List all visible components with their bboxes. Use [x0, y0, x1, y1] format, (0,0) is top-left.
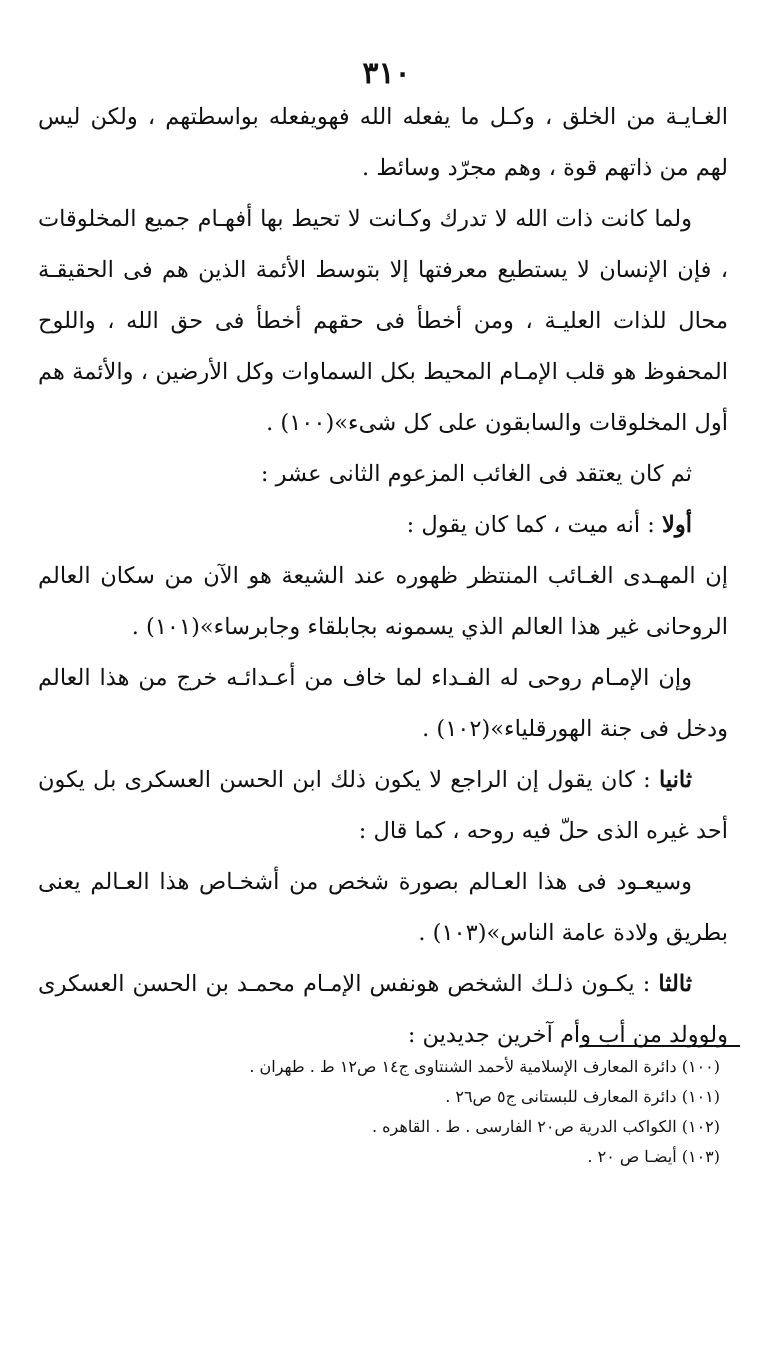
paragraph-1: الغـايـة من الخلق ، وكـل ما يفعله الله فهويفعله بواسطتهم ، ولكن ليس لهم من ذاتهم قوة ، وهم مجرّد وسائط .: [38, 104, 728, 181]
paragraph-6: وإن الإمـام روحى له الفـداء لما خاف من أعـدائـه خرج من هذا العالم ودخل فى جنة الهورقلياء»(١٠٢) .: [38, 665, 728, 742]
paragraph-text: : كان يقول إن الراجع لا يكون ذلك ابن الحسن العسكرى بل يكون أحد غيره الذى حلّ فيه روحه ، كما قال :: [38, 767, 728, 844]
footnote-102: (١٠٢) الكواكب الدرية ص٢٠ الفارسى . ط . القاهره .: [372, 1117, 720, 1136]
body-text: [38, 92, 728, 1061]
footnote-100: (١٠٠) دائرة المعارف الإسلامية لأحمد الشنتاوى ج١٤ ص١٢ ط . طهران .: [249, 1057, 720, 1076]
paragraph-3: ثم كان يعتقد فى الغائب المزعوم الثانى عشر :: [260, 461, 692, 487]
paragraph-4: [38, 500, 728, 551]
paragraph-2: ولما كانت ذات الله لا تدرك وكـانت لا تحيط بها أفهـام جميع المخلوقات ، فإن الإنسان لا يستطيع معرفتها إلا بتوسط الأئمة الذين هم فى الحقيقـة محال للذات العليـة ، ومن أخطأ فى حقهم أخطأ فى حق الله ، واللوح المحفوظ هو قلب الإمـام المحيط بكل السماوات وكل الأرضين ، والأئمة هم أول المخلوقات والسابقون على كل شىء»(١٠٠) .: [38, 206, 728, 436]
paragraph-label: ثانيا: [658, 767, 692, 793]
footnote-101: (١٠١) دائرة المعارف للبستانى ج٥ ص٢٦ .: [445, 1087, 720, 1106]
footnote-103: (١٠٣) أيضـا ص ٢٠ .: [587, 1147, 720, 1166]
footnotes: [150, 1052, 720, 1172]
paragraph-text: : يكـون ذلـك الشخص هونفس الإمـام محمـد بن الحسن العسكرى ولوولد من أب وأم آخرين جديدين :: [38, 971, 728, 1048]
page-number: ٣١٠: [362, 56, 411, 91]
paragraph-label: ثالثا: [658, 971, 692, 997]
footnote-divider: [580, 1045, 740, 1047]
paragraph-7: [38, 755, 728, 857]
paragraph-text: : أنه ميت ، كما كان يقول :: [406, 512, 663, 538]
paragraph-5: إن المهـدى الغـائب المنتظر ظهوره عند الشيعة هو الآن من سكان العالم الروحانى غير هذا العالم الذي يسمونه بجابلقاء وجابرساء»(١٠١) .: [38, 563, 728, 640]
paragraph-8: وسيعـود فى هذا العـالم بصورة شخص من أشخـاص هذا العـالم يعنى بطريق ولادة عامة الناس»(١٠٣) .: [38, 869, 728, 946]
paragraph-label: أولا: [662, 512, 692, 538]
